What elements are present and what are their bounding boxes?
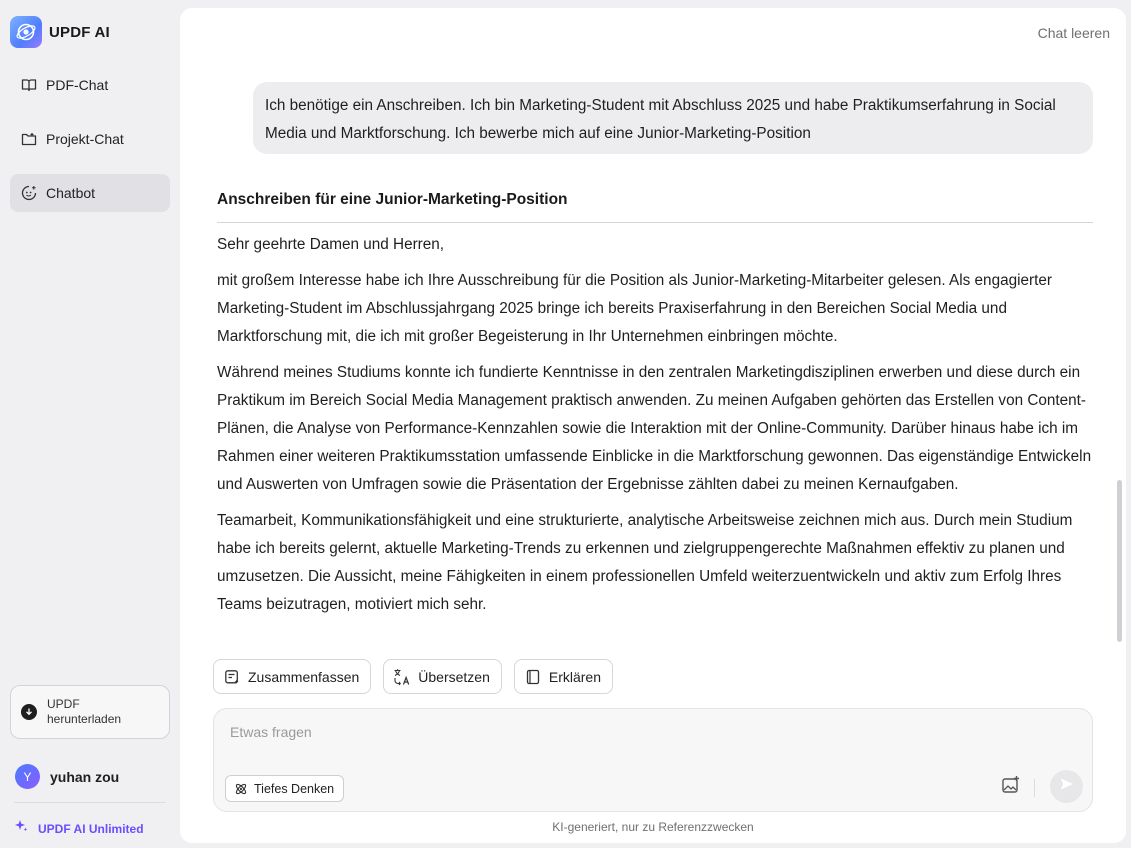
avatar: Y (15, 764, 40, 789)
summarize-icon (223, 668, 241, 686)
scrollbar[interactable] (1117, 480, 1122, 642)
answer-divider (217, 222, 1093, 223)
answer-paragraph: Teamarbeit, Kommunikationsfähigkeit und eine strukturierte, analytische Arbeitsweise zeichnen mich aus. Durch mein Studium habe ich bereits gelernt, aktuelle Marketing-Trends zu erkennen und zielgruppengerechte Maßnahmen effektiv zu planen und umzusetzen. Die Aussicht, meine Fähigkeiten in einem professionellen Umfeld weiterzuentwickeln und aktiv zum Erfolg Ihres Teams beizutragen, motiviert mich sehr. (217, 512, 1073, 613)
image-add-icon (1001, 775, 1021, 800)
clear-chat-button[interactable]: Chat leeren (1037, 25, 1110, 41)
book-open-icon (20, 76, 38, 94)
chat-input[interactable] (230, 724, 990, 748)
translate-button[interactable] (383, 659, 502, 694)
bot-icon (20, 184, 38, 202)
brand[interactable] (10, 16, 110, 48)
composer-divider (1034, 779, 1035, 797)
chat-composer (213, 708, 1093, 812)
answer-actions (213, 659, 625, 694)
sidebar-item-chatbot[interactable] (10, 174, 170, 212)
download-icon (21, 704, 37, 720)
ai-disclaimer: KI-generiert, nur zu Referenzzwecken (552, 820, 754, 834)
download-label-line1: UPDF (47, 697, 80, 711)
app-title: UPDF AI (49, 23, 110, 41)
sidebar-divider (14, 802, 166, 803)
summarize-button[interactable] (213, 659, 371, 694)
download-label-line2: herunterladen (47, 712, 122, 726)
answer-paragraph: mit großem Interesse habe ich Ihre Ausschreibung für die Position als Junior-Marketing-Mitarbeiter gelesen. Als engagierter Marketing-Student im Abschlussjahrgang 2025 bringe ich bereits Praxiserfahrung in den Bereichen Social Media und Marktforschung mit, die ich mit großer Begeisterung in Ihr Unternehmen einbringen möchte. (217, 272, 1052, 345)
explain-button[interactable] (514, 659, 613, 694)
answer-title: Anschreiben für eine Junior-Marketing-Position (217, 191, 568, 208)
summarize-label: Zusammenfassen (248, 668, 360, 685)
explain-label: Erklären (548, 668, 602, 685)
download-updf-button[interactable] (10, 685, 170, 739)
answer-paragraph: Sehr geehrte Damen und Herren, (217, 236, 445, 253)
download-label (47, 697, 121, 727)
send-icon (1059, 776, 1075, 797)
image-upload-button[interactable] (999, 775, 1023, 799)
atom-icon (234, 782, 248, 796)
chat-panel (180, 8, 1126, 843)
assistant-answer (217, 186, 1093, 627)
upgrade-label: UPDF AI Unlimited (38, 821, 144, 836)
answer-paragraph: Während meines Studiums konnte ich fundierte Kenntnisse in den zentralen Marketingdisziplinen erwerben und diese durch ein Praktikum im Bereich Social Media Management praktisch anwenden. Zu meinen Aufgaben gehörten das Erstellen von Content-Plänen, die Analyse von Performance-Kennzahlen sowie die Interaktion mit der Online-Community. Darüber hinaus habe ich im Rahmen einer weiteren Praktikumsstation umfassende Einblicke in die Marktforschung gewonnen. Das eigenständige Entwickeln und Auswerten von Umfragen sowie die Präsentation der Ergebnisse zählten dabei zu meinen Kernaufgaben. (217, 364, 1092, 493)
deep-think-toggle[interactable] (225, 775, 344, 802)
sparkle-icon (14, 819, 28, 838)
folder-icon (20, 130, 38, 148)
user-profile[interactable] (15, 764, 119, 789)
user-message: Ich benötige ein Anschreiben. Ich bin Marketing-Student mit Abschluss 2025 und habe Praktikumserfahrung in Social Media und Marktforschung. Ich bewerbe mich auf eine Junior-Marketing-Position (253, 82, 1093, 154)
user-name: yuhan zou (50, 768, 120, 785)
sidebar-item-label: Projekt-Chat (46, 131, 124, 147)
updf-logo-icon (10, 16, 42, 48)
sidebar-item-label: Chatbot (46, 185, 96, 201)
translate-label: Übersetzen (418, 668, 490, 685)
sidebar-item-label: PDF-Chat (46, 77, 109, 93)
sidebar-item-projekt-chat[interactable] (10, 120, 170, 158)
explain-book-icon (524, 668, 542, 686)
upgrade-link[interactable] (14, 819, 144, 838)
send-button[interactable] (1050, 770, 1083, 803)
sidebar (0, 0, 180, 848)
deep-think-label: Tiefes Denken (254, 781, 335, 796)
sidebar-item-pdf-chat[interactable] (10, 66, 170, 104)
translate-icon (393, 668, 411, 686)
